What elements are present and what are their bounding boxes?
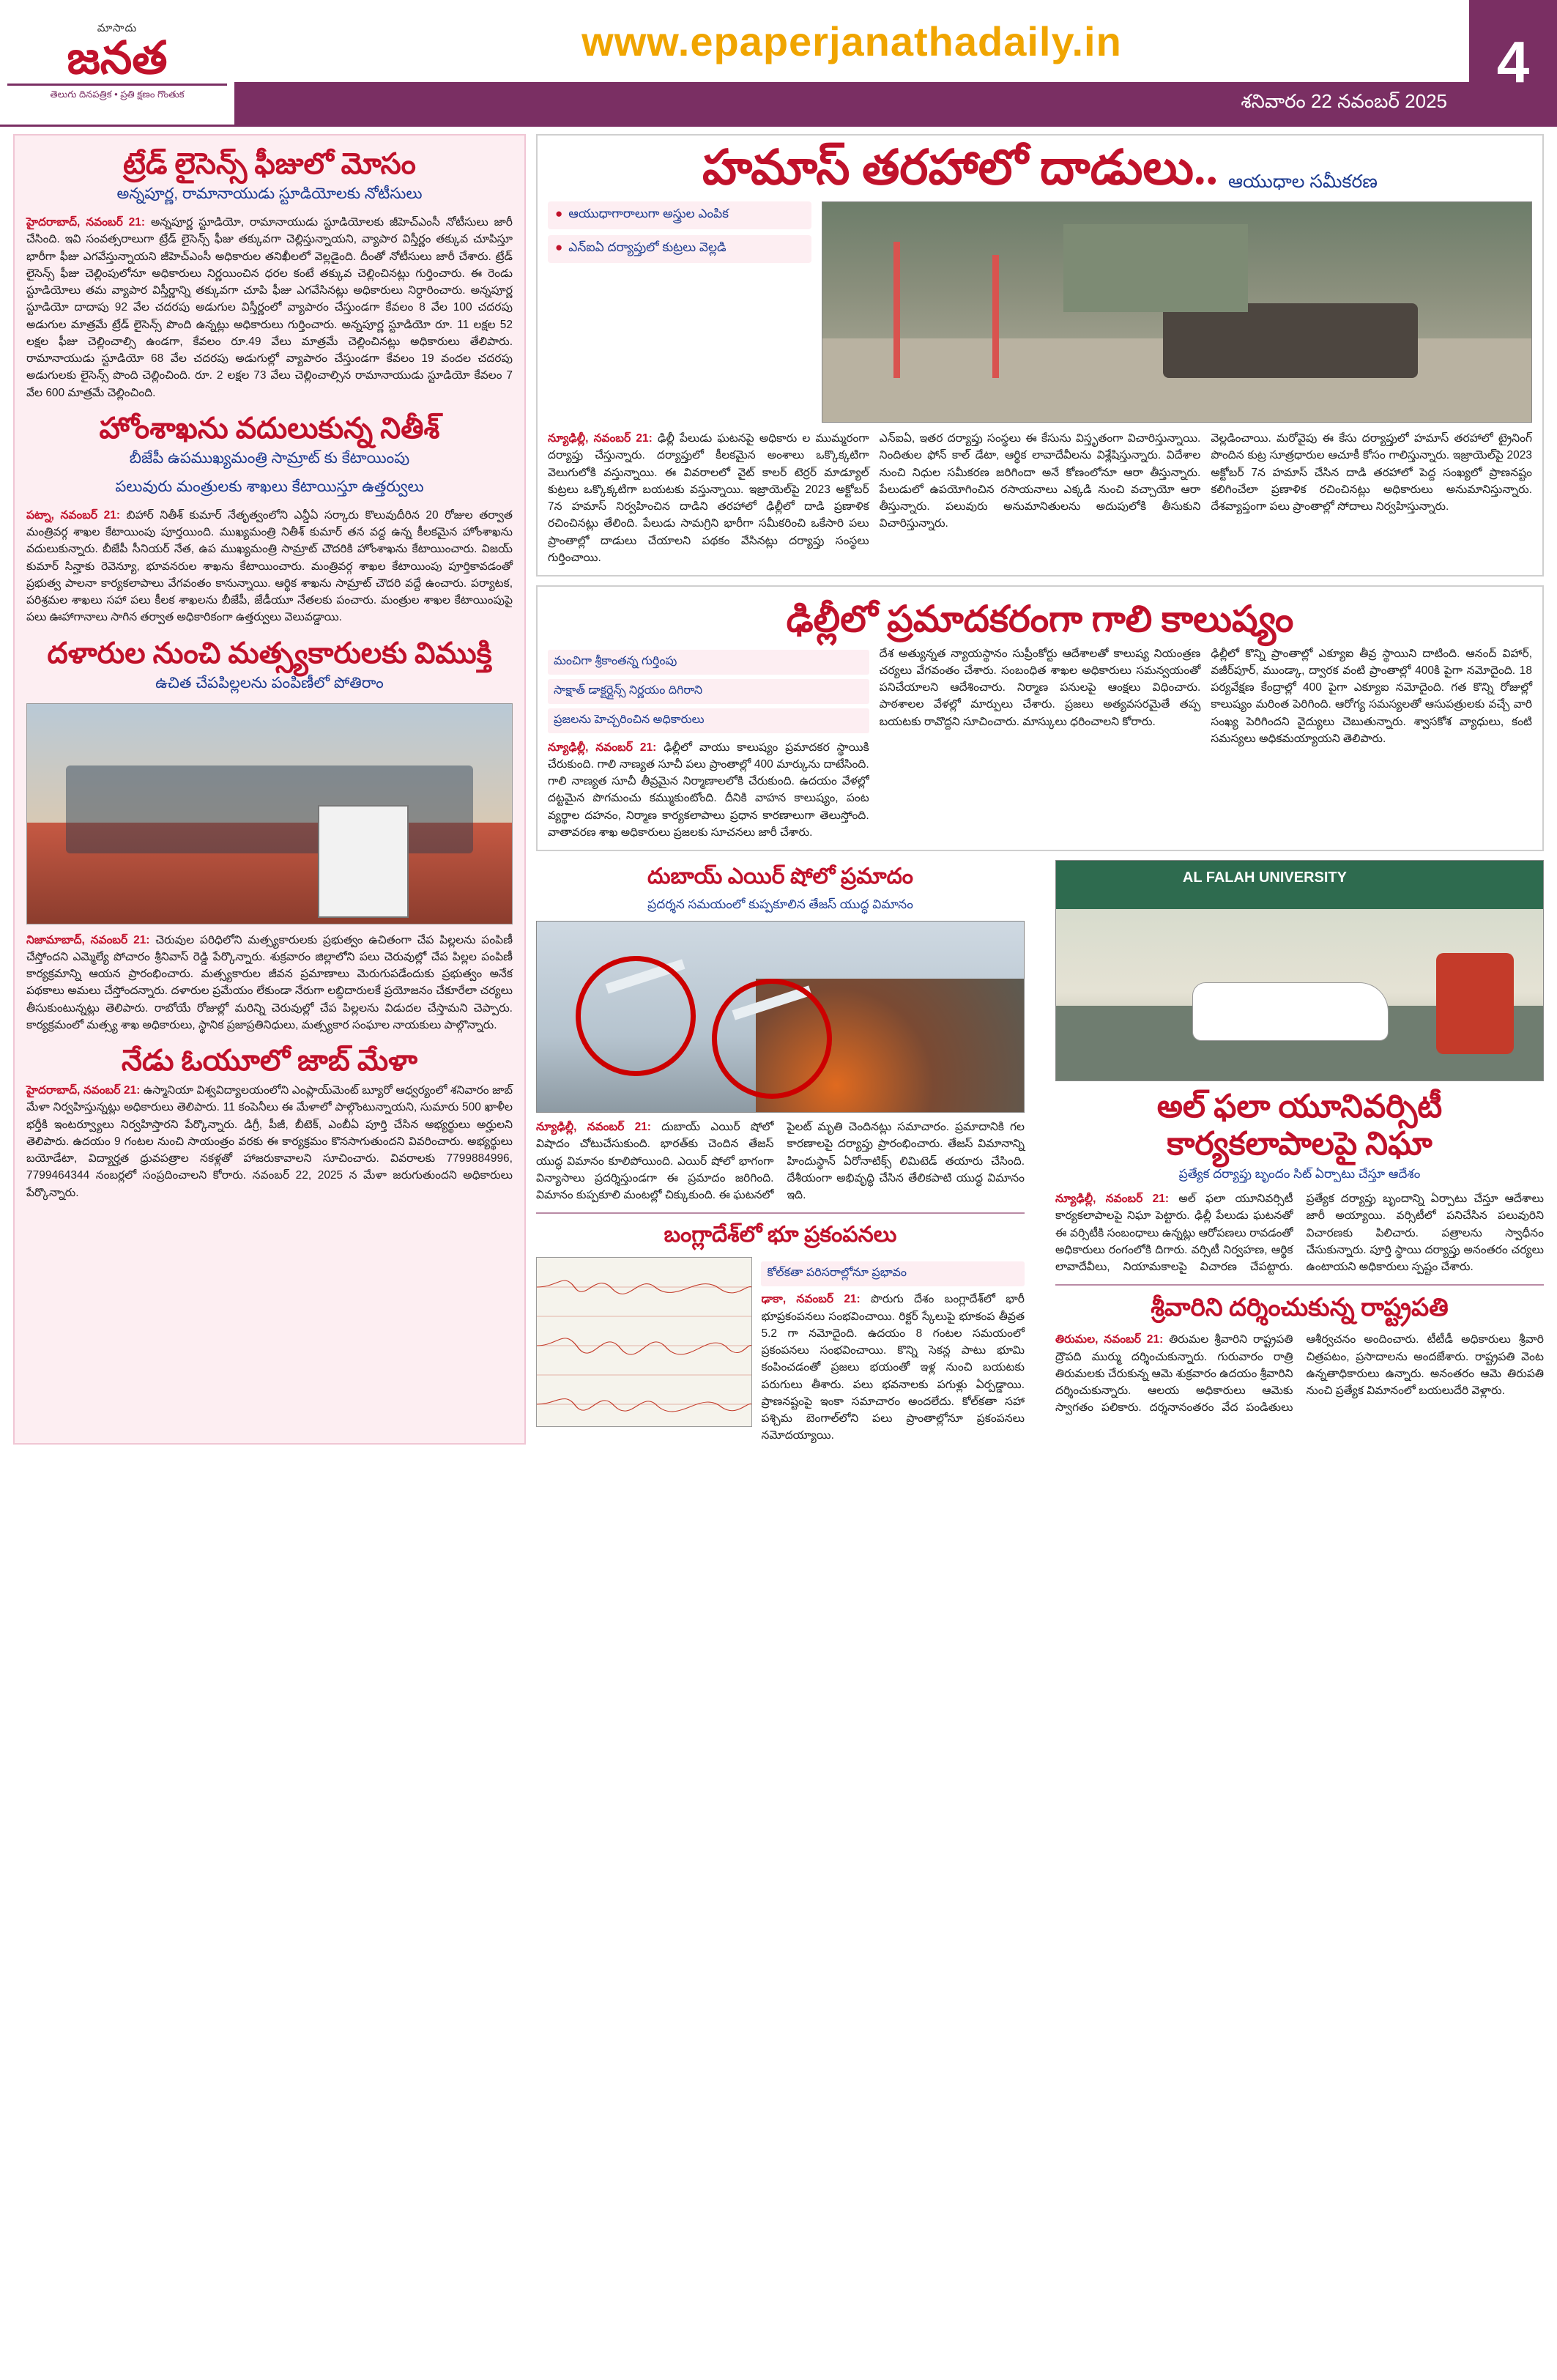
- photo-fish-distribution: [26, 703, 513, 924]
- story-trade-license: [26, 147, 513, 401]
- photo-seismograph: [536, 1257, 752, 1427]
- bullet-list: [548, 201, 811, 423]
- main-story-col-3: వెల్లడించాయి. మరోవైపు ఈ కేసు దర్యాప్తులో హమాస్ తరహాలో ట్రైనింగ్ పొందిన కుట్ర సూత్రధారుల ఆచూకీ కోసం గాలిస్తున్నారు. ఇజ్రాయెల్‌పై 2023 అక్టోబర్ 7న హమాస్ చేసిన దాడి తరహాలో పెద్ద సంఖ్యలో ప్రాణనష్టం కలిగించేలా ప్రణాళిక రచించినట్లు అధికారులు అనుమానిస్తున్నారు. దేశవ్యాప్తంగా పలు ప్రాంతాల్లో సోదాలు నిర్వహిస్తున్నారు.: [1211, 432, 1533, 513]
- story-body: అన్నపూర్ణ స్టూడియో, రామానాయుడు స్టూడియోలకు జీహెచ్ఎంసీ నోటీసులు జారీ చేసింది. ఇవి సంవత్సరాలుగా ట్రేడ్ లైసెన్స్ ఫీజు తక్కువగా చెల్లిస్తున్నాయని, వ్యాపార విస్తీర్ణం తక్కువ చూపిస్తూ భారీగా ఫీజు ఎగవేస్తున్నాయని జీహెచ్ఎంసీ అధికారుల తనిఖీలలో వెల్లడైంది. దీంతో నోటీసులు జారీ చేశారు. ట్రేడ్ లైసెన్స్ ఫీజు చెల్లింపులోనూ అధికారులు నిర్ణయించిన ధరల కంటే తక్కువ చెల్లించినట్లు గుర్తించారు. ఈ రెండు స్టూడియోలు తమ వ్యాపార విస్తీర్ణాన్ని తక్కువగా చూపి ఫీజు ఎగవేసినట్లు అధికారులు నిర్ధారించారు. అన్నపూర్ణ స్టూడియో దాదాపు 92 వేల చదరపు అడుగుల విస్తీర్ణంలో వ్యాపారం చేస్తుండగా కేవలం 8 వేల 100 చదరపు అడుగుల మాత్రమే ట్రేడ్ లైసెన్స్ పొంది ఉన్నట్లు అధికారులు గుర్తించారు. అన్నపూర్ణ స్టూడియో రూ. 11 లక్షల 52 లక్షల ఫీజు చెల్లించాల్సి ఉండగా, కేవలం రూ.49 వేలు మాత్రమే చెల్లించినట్లు అధికారులు తేలిపారు. రామానాయుడు స్టూడియో 68 వేల చదరపు అడుగుల్లో వ్యాపారం చేస్తుండగా కేవలం 19 వందల చదరపు అడుగులకు లైసెన్స్ పొంది చెల్లించింది. రూ. 2 లక్షల 73 వేలు చెల్లించాల్సిన రామానాయుడు స్టూడియో కేవలం 7 వేల 600 మాత్రమే చెల్లించింది.: [26, 216, 513, 399]
- logo-title: జనత: [67, 34, 168, 84]
- story-body: చెరువుల పరిధిలోని మత్స్యకారులకు ప్రభుత్వం ఉచితంగా చేప పిల్లలను పంపిణీ చేస్తోందని ఎమ్మెల్యే పోచారం శ్రీనివాస్ రెడ్డి పేర్కొన్నారు. శుక్రవారం జిల్లాలోని పలు చెరువుల్లో చేప పిల్లల పంపిణీ కార్యక్రమాన్ని ఆయన ప్రారంభించారు. మత్స్యకారుల జీవన ప్రమాణాలు మెరుగుపడేందుకు ప్రభుత్వం అనేక పథకాలు అమలు చేస్తోందన్నారు. దళారుల ప్రమేయం లేకుండా నేరుగా లబ్ధిదారులకే ప్రయోజనం చేకూరేలా చర్యలు తీసుకుంటున్నట్లు తెలిపారు. రాబోయే రోజుల్లో మరిన్ని చెరువుల్లో చేప పిల్లలను విడుదల చేస్తామని చెప్పారు. కార్యక్రమంలో మత్స్య శాఖ అధికారులు, స్థానిక ప్రజాప్రతినిధులు, మత్స్యకార సంఘాల నాయకులు పాల్గొన్నారు.: [26, 933, 513, 1031]
- logo-divider: [7, 84, 227, 86]
- story-subhead: అన్నపూర్ణ, రామానాయుడు స్టూడియోలకు నోటీసులు: [116, 185, 423, 202]
- dateline: పట్నా, నవంబర్ 21:: [26, 508, 121, 522]
- dateline: నిజామాబాద్, నవంబర్ 21:: [26, 933, 150, 946]
- dateline: హైదరాబాద్, నవంబర్ 21:: [26, 216, 146, 229]
- dateline: న్యూఢిల్లీ, నవంబర్ 21:: [548, 741, 657, 754]
- logo-top-text: మాసాదు: [97, 22, 138, 35]
- story-body: తిరుమల శ్రీవారిని రాష్ట్రపతి ద్రౌపది ముర్ము దర్శించుకున్నారు. గురువారం రాత్రి తిరుమలకు చేరుకున్న ఆమె శుక్రవారం ఉదయం శ్రీవారిని దర్శించుకున్నారు. ఆలయ అధికారులు ఆమెకు స్వాగతం పలికారు. దర్శనానంతరం వేద పండితులు ఆశీర్వచనం అందించారు. టీటీడీ అధికారులు శ్రీవారి చిత్రపటం, ప్రసాదాలను అందజేశారు. రాష్ట్రపతి వెంట ఉన్నతాధికారులు ఉన్నారు. అనంతరం ఆమె తిరుపతి నుంచి ప్రత్యేక విమానంలో బయలుదేరి వెళ్లారు.: [1055, 1333, 1544, 1415]
- kicker-2: సాక్షాత్ డాక్టర్లైన్స్ నిర్ణయం దిగిరాని: [548, 679, 869, 704]
- story-subhead: ఉచిత చేపపిల్లలను పంపిణీలో పోతిరాం: [155, 674, 384, 692]
- bullet-item: [548, 201, 811, 229]
- date-strip: [234, 82, 1469, 125]
- story-job-mela: [26, 1044, 513, 1201]
- story-president-tirumala: [1055, 1294, 1544, 1416]
- story-headline: ఢిల్లీలో ప్రమాదకరంగా గాలి కాలుష్యం: [786, 598, 1294, 640]
- logo: [0, 0, 234, 125]
- dateline: న్యూఢిల్లీ, నవంబర్ 21:: [548, 432, 653, 445]
- delhi-air-col-3: ఢిల్లీలో కొన్ని ప్రాంతాల్లో ఎక్యూఐ తీవ్ర స్థాయిని దాటింది. ఆనంద్ విహార్, వజీర్‌పూర్, ముండ్కా, ద్వారక వంటి ప్రాంతాల్లో 400కి పైగా నమోదైంది. 18 పర్యవేక్షణ కేంద్రాల్లో 400 పైగా ఎక్యూఐ నమోదైంది. గత కొన్ని రోజుల్లో కాలుష్యం మరింత పెరిగింది. ఆరోగ్య సమస్యలతో ఆసుపత్రులకు వచ్చే వారి సంఖ్య పెరిగిందని వైద్యులు చెబుతున్నారు. శ్వాసకోశ వ్యాధులు, కంటి సమస్యలు అధికమయ్యాయని తెలిపారు.: [1211, 647, 1533, 745]
- story-body: ఉస్మానియా విశ్వవిద్యాలయంలోని ఎంప్లాయ్‌మెంట్ బ్యూరో ఆధ్వర్యంలో శనివారం జాబ్ మేళా నిర్వహిస్తున్నట్లు అధికారులు తెలిపారు. 11 కంపెనీలు ఈ మేళాలో పాల్గొంటున్నాయని, సుమారు 500 ఖాళీల భర్తీకి ఇంటర్వ్యూలు నిర్వహిస్తారని పేర్కొన్నారు. డిగ్రీ, పీజీ, బీటెక్, ఎంబీఏ పూర్తి చేసిన అభ్యర్థులు అర్హులని తెలిపారు. ఉదయం 9 గంటల నుంచి సాయంత్రం వరకు ఈ కార్యక్రమం కొనసాగుతుందని వివరించారు. అభ్యర్థులు బయోడేటా, విద్యార్హత ధ్రువపత్రాల నకళ్లతో హాజరుకావాలని సూచించారు. వివరాలకు 7799884996, 7799464344 నంబర్లలో సంప్రదించాలని కోరారు. నవంబర్ 22, 2025 న మేళా జరుగుతుందని అధికారులు పేర్కొన్నారు.: [26, 1084, 513, 1199]
- bullet-text: ఆయుధాగారాలుగా అస్త్రుల ఎంపిక: [568, 207, 729, 220]
- kicker-1: మంచిగా శ్రీకాంతన్న గుర్తింపు: [548, 650, 869, 675]
- story-headline-line2: కార్యకలాపాలపై నిఘా: [1167, 1125, 1432, 1162]
- dateline: న్యూఢిల్లీ, నవంబర్ 21:: [1055, 1193, 1170, 1206]
- story-body: బిహార్ నితీశ్ కుమార్ నేతృత్వంలోని ఎన్డీఏ సర్కారు కొలువుదీరిన 20 రోజుల తర్వాత మంత్రివర్గ శాఖల కేటాయింపు పూర్తయింది. ముఖ్యమంత్రి నితీశ్ కుమార్ తన వద్ద ఉన్న కీలకమైన హోంశాఖను వదులుకున్నారు. బీజేపీ సీనియర్ నేత, ఉప ముఖ్యమంత్రి సామ్రాట్ చౌదరికి హోంశాఖను కేటాయించారు. విజయ్ కుమార్ సిన్హాకు రెవెన్యూ, భూవనరుల శాఖను కేటాయించారు. మంత్రివర్గ శాఖల కేటాయింపు పూర్తికావడంతో ప్రభుత్వ పాలనా కార్యకలాపాలు వేగవంతం కానున్నాయి. ఆర్థిక శాఖను సామ్రాట్ చౌదరి వద్దే ఉంచారు. పర్యాటక, పరిశ్రమల శాఖలు సహా పలు కీలక శాఖలను బీజేపీ, జేడీయూ నేతలకు పంచారు. మంత్రుల శాఖల కేటాయింపుపై పలు ఊహాగానాలు సాగిన తర్వాత అధికారికంగా ఉత్తర్వులు వెలువడ్డాయి.: [26, 508, 513, 624]
- main-story-col-2: ఎన్ఐఏ, ఇతర దర్యాప్తు సంస్థలు ఈ కేసును విస్తృతంగా విచారిస్తున్నాయి. నిందితుల ఫోన్ కాల్ డేటా, ఆర్థిక లావాదేవీలను విశ్లేషిస్తున్నారు. విదేశాల నుంచి నిధుల సమీకరణ జరిగిందా అనే కోణంలోనూ ఆరా తీస్తున్నారు. పేలుడులో ఉపయోగించిన రసాయనాలు ఎక్కడి నుంచి వచ్చాయో ఆరా తీస్తున్నారు. పలువురు అనుమానితులను అదుపులోకి తీసుకుని విచారిస్తున్నారు.: [879, 432, 1201, 530]
- delhi-air-col-2: దేశ అత్యున్నత న్యాయస్థానం సుప్రీంకోర్టు ఆదేశాలతో కాలుష్య నియంత్రణ చర్యలు వేగవంతం చేశారు. సంబంధిత శాఖల అధికారులు సమన్వయంతో పనిచేయాలని ఆదేశించారు. నిర్మాణ పనులపై ఆంక్షలు విధించారు. పాఠశాలల వేళల్లో మార్పులు చేశారు. ప్రజలు అత్యవసరమైతే తప్ప బయటకు రావొద్దని సూచించారు. మాస్కులు ధరించాలని కోరారు.: [879, 647, 1201, 728]
- story-subhead: ప్రదర్శన సమయంలో కుప్పకూలిన తేజస్ యుద్ధ విమానం: [647, 897, 913, 911]
- masthead: [0, 0, 1557, 127]
- website-url[interactable]: [234, 0, 1469, 82]
- kicker: కోల్‌కతా పరిసరాల్లోనూ ప్రభావం: [761, 1261, 1025, 1286]
- dateline: తిరుమల, నవంబర్ 21:: [1055, 1333, 1164, 1346]
- publication-date: శనివారం 22 నవంబర్ 2025: [1241, 89, 1447, 112]
- story-headline: దుబాయ్ ఎయిర్ షోలో ప్రమాదం: [647, 864, 913, 889]
- story-body: అల్ ఫలా యూనివర్సిటీ కార్యకలాపాలపై నిఘా పెట్టారు. ఢిల్లీ పేలుడు ఘటనతో ఈ వర్సిటీకి సంబంధాలు ఉన్నట్లు ఆరోపణలు రావడంతో అధికారులు రంగంలోకి దిగారు. వర్సిటీ నిర్వహణ, ఆర్థిక లావాదేవీలు, నియామకాలపై విచారణ చేపట్టారు. ప్రత్యేక దర్యాప్తు బృందాన్ని ఏర్పాటు చేస్తూ ఆదేశాలు జారీ అయ్యాయి. వర్సిటీలో పనిచేసిన పలువురిని విచారణకు పిలిచారు. పత్రాలను స్వాధీనం చేసుకున్నారు. పూర్తి స్థాయి దర్యాప్తు అనంతరం చర్యలు ఉంటాయని అధికారులు స్పష్టం చేశారు.: [1055, 1193, 1544, 1274]
- bullet-dot-icon: ●: [555, 240, 563, 254]
- story-headline: శ్రీవారిని దర్శించుకున్న రాష్ట్రపతి: [1151, 1294, 1449, 1322]
- bullet-text: ఎన్ఐఏ దర్యాప్తులో కుట్రలు వెల్లడి: [568, 240, 727, 254]
- story-bangladesh-quake: [536, 1223, 1025, 1444]
- dateline: ఢాకా, నవంబర్ 21:: [761, 1293, 861, 1306]
- bottom-right-column: [1055, 860, 1544, 1445]
- story-headline: హోంశాఖను వదులుకున్న నితీశ్: [99, 411, 440, 445]
- section-divider: [536, 1212, 1025, 1214]
- story-subhead-2: పలువురు మంత్రులకు శాఖలు కేటాయిస్తూ ఉత్తర్వులు: [115, 478, 424, 495]
- photo-jet-crash: [536, 921, 1025, 1113]
- story-body: ఢిల్లీ పేలుడు ఘటనపై అధికారు ల ముమ్మరంగా దర్యాప్తు చేస్తున్నారు. దర్యాప్తులో కీలకమైన అంశాలు ఒక్కొక్కటిగా వెలుగులోకి వస్తున్నాయి. ఈ వివరాలలో వైట్ కాలర్ టెర్రర్ మాడ్యూల్ కుట్రలు ఒక్కొక్కటిగా బయటకు వస్తున్నాయి. ఇజ్రాయెల్‌పై 2023 అక్టోబర్ 7న హమాస్ నిర్వహించిన దాడిని తరహాలో ఢిల్లీలో దాడి ప్రణాళిక రచించినట్లు తేలింది. పేలుడు సామగ్రిని భారీగా సమీకరించి ఒకేసారి పలు ప్రాంతాల్లో దాడులు చేయాలని పథకం వేసినట్లు దర్యాప్తు సంస్థలు గుర్తించాయి.: [548, 432, 869, 564]
- story-dubai-airshow: [536, 864, 1025, 1204]
- main-headline: హమాస్ తరహాలో దాడులు..: [702, 141, 1218, 195]
- story-headline: నేడు ఓయూలో జాబ్ మేళా: [121, 1044, 418, 1077]
- story-nitish: [26, 412, 513, 626]
- page-number: 4: [1469, 0, 1557, 125]
- story-body: దుబాయ్ ఎయిర్ షోలో విషాదం చోటుచేసుకుంది. భారత్‌కు చెందిన తేజస్ యుద్ధ విమానం కూలిపోయింది. ఎయిర్ షోలో భాగంగా విన్యాసాలు ప్రదర్శిస్తుండగా ఈ ప్రమాదం జరిగింది. విమానం కుప్పకూలి మంటల్లో చిక్కుకుంది. ఈ ఘటనలో పైలట్ మృతి చెందినట్లు సమాచారం. ప్రమాదానికి గల కారణాలపై దర్యాప్తు ప్రారంభించారు. తేజస్ విమానాన్ని హిందుస్థాన్ ఏరోనాటిక్స్ లిమిటెడ్ తయారు చేసింది. దేశీయంగా అభివృద్ధి చేసిన తేలికపాటి యుద్ధ విమానం ఇది.: [536, 1121, 1025, 1201]
- bullet-item: [548, 235, 811, 263]
- story-body: ఢిల్లీలో వాయు కాలుష్యం ప్రమాదకర స్థాయికి చేరుకుంది. గాలి నాణ్యత సూచీ పలు ప్రాంతాల్లో 400 మార్కును దాటేసింది. గాలి నాణ్యత సూచీ తీవ్రమైన నిర్మాణాలలోకి చేరుకుంది. ఉదయం వేళల్లో దట్టమైన పొగమంచు కమ్ముకుంటోంది. దీనికి వాహన కాలుష్యం, పంట వ్యర్థాల దహనం, నిర్మాణ కార్యకలాపాలు ప్రధాన కారణాలుగా తెలుస్తోంది. వాతావరణ శాఖ అధికారులు ప్రజలకు సూచనలు జారీ చేశారు.: [548, 741, 869, 839]
- photo-burnt-vehicle: [822, 201, 1532, 423]
- story-fishermen: [26, 637, 513, 1034]
- story-subhead: బీజేపీ ఉపముఖ్యమంత్రి సామ్రాట్ కు కేటాయింపు: [129, 449, 410, 467]
- story-headline: బంగ్లాదేశ్‌లో భూ ప్రకంపనలు: [664, 1223, 897, 1248]
- photo-university-gate: AL FALAH UNIVERSITY: [1055, 860, 1544, 1081]
- kicker-3: ప్రజలను హెచ్చరించిన అధికారులు: [548, 708, 869, 733]
- bullet-dot-icon: ●: [555, 207, 563, 220]
- dateline: హైదరాబాద్, నవంబర్ 21:: [26, 1084, 141, 1097]
- logo-subtitle: తెలుగు దినపత్రిక • ప్రతి క్షణం గొంతుక: [50, 88, 185, 100]
- story-headline: దళారుల నుంచి మత్స్యకారులకు విముక్తి: [47, 636, 492, 670]
- story-headline-line1: అల్ ఫలా యూనివర్సిటీ: [1156, 1089, 1443, 1124]
- story-headline: ట్రేడ్ లైసెన్స్ ఫీజులో మోసం: [123, 147, 416, 180]
- section-divider: [1055, 1284, 1544, 1286]
- main-column: [536, 134, 1544, 1445]
- story-body: పొరుగు దేశం బంగ్లాదేశ్‌లో భారీ భూప్రకంపనలు సంభవించాయి. రిక్టర్ స్కేలుపై భూకంప తీవ్రత 5.2 గా నమోదైంది. ఉదయం 8 గంటల సమయంలో ప్రకంపనలు సంభవించాయి. కొన్ని సెకన్ల పాటు భూమి కంపించడంతో ప్రజలు భయంతో ఇళ్ల నుంచి బయటకు పరుగులు తీశారు. పలు భవనాలకు పగుళ్లు ఏర్పడ్డాయి. ప్రాణనష్టంపై ఇంకా సమాచారం అందలేదు. కోల్‌కతా సహా పశ్చిమ బెంగాల్‌లోని పలు ప్రాంతాల్లోనూ ప్రకంపనలు నమోదయ్యాయి.: [761, 1293, 1025, 1442]
- left-column: [13, 134, 526, 1445]
- story-delhi-air-pollution: [536, 585, 1544, 851]
- bottom-left-column: [536, 860, 1025, 1445]
- dateline: న్యూఢిల్లీ, నవంబర్ 21:: [536, 1121, 651, 1133]
- website-url-text: www.epaperjanathadaily.in: [581, 18, 1122, 64]
- main-headline-side: ఆయుధాల సమీకరణ: [1228, 171, 1378, 192]
- story-hamas-attacks: [536, 134, 1544, 577]
- story-subhead: ప్రత్యేక దర్యాప్తు బృందం సిట్ ఏర్పాటు చేస్తూ ఆదేశం: [1178, 1167, 1421, 1182]
- seismograph-trace-icon: [537, 1258, 751, 1426]
- main-story-col-1: [548, 430, 869, 566]
